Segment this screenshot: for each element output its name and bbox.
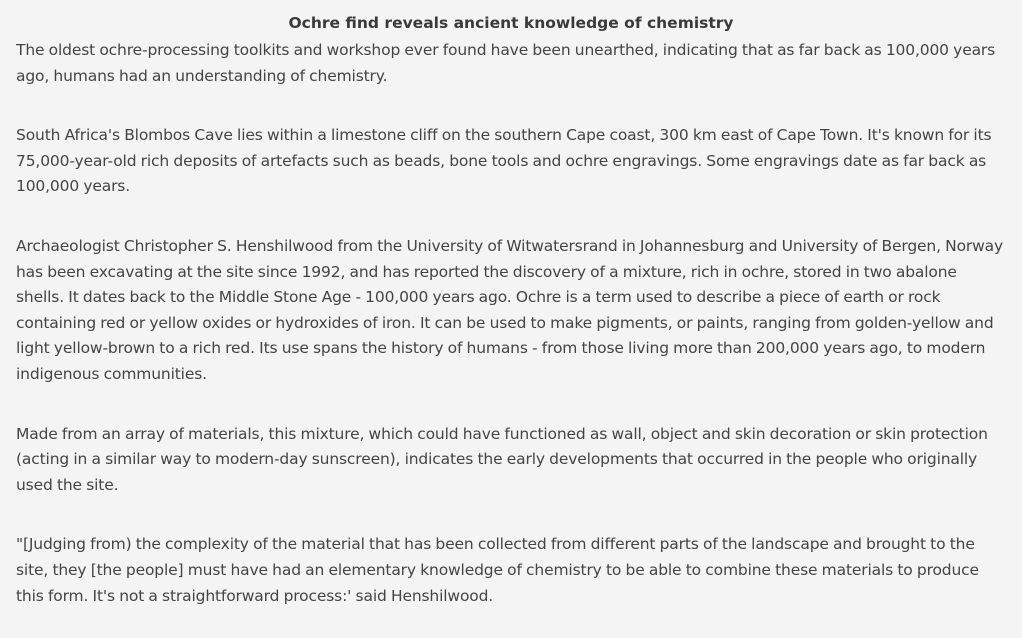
- paragraph-quote: "[Judging from) the complexity of the material that has been collected from different parts of the landscape and brought to the site, they [the people] must have had an elementary knowledge of chemistry to be able to combine these materials to produce this form. It's not a straightforward process:' said Henshilwood.: [16, 535, 979, 605]
- paragraph-intro: The oldest ochre-processing toolkits and workshop ever found have been unearthed, indicating that as far back as 100,000 years ago, humans had an understanding of chemistry.: [16, 41, 996, 85]
- paragraph-mixture: Made from an array of materials, this mixture, which could have functioned as wall, object and skin decoration or skin protection (acting in a similar way to modern-day sunscreen), indicates the early developments that occurred in the people who originally used the site.: [16, 424, 988, 494]
- paragraph-blombos-cave: South Africa's Blombos Cave lies within a limestone cliff on the southern Cape coast, 300 km east of Cape Town. It's known for its 75,000-year-old rich deposits of artefacts such as beads, bone tools and ochre engravings. Some engravings date as far back as 100,000 years.: [16, 126, 992, 196]
- article-title: Ochre find reveals ancient knowledge of chemistry: [288, 14, 734, 32]
- paragraph-henshilwood: Archaeologist Christopher S. Henshilwood from the University of Witwatersrand in Johannesburg and University of Bergen, Norway has been excavating at the site since 1992, and has reported the discovery of a mixture, rich in ochre, stored in two abalone shells. It dates back to the Middle Stone Age - 100,000 years ago. Ochre is a term used to describe a piece of earth or rock containing red or yellow oxides or hydroxides of iron. It can be used to make pigments, or paints, ranging from golden-yellow and light yellow-brown to a rich red. Its use spans the history of humans - from those living more than 200,000 years ago, to modern indigenous communities.: [16, 236, 1004, 383]
